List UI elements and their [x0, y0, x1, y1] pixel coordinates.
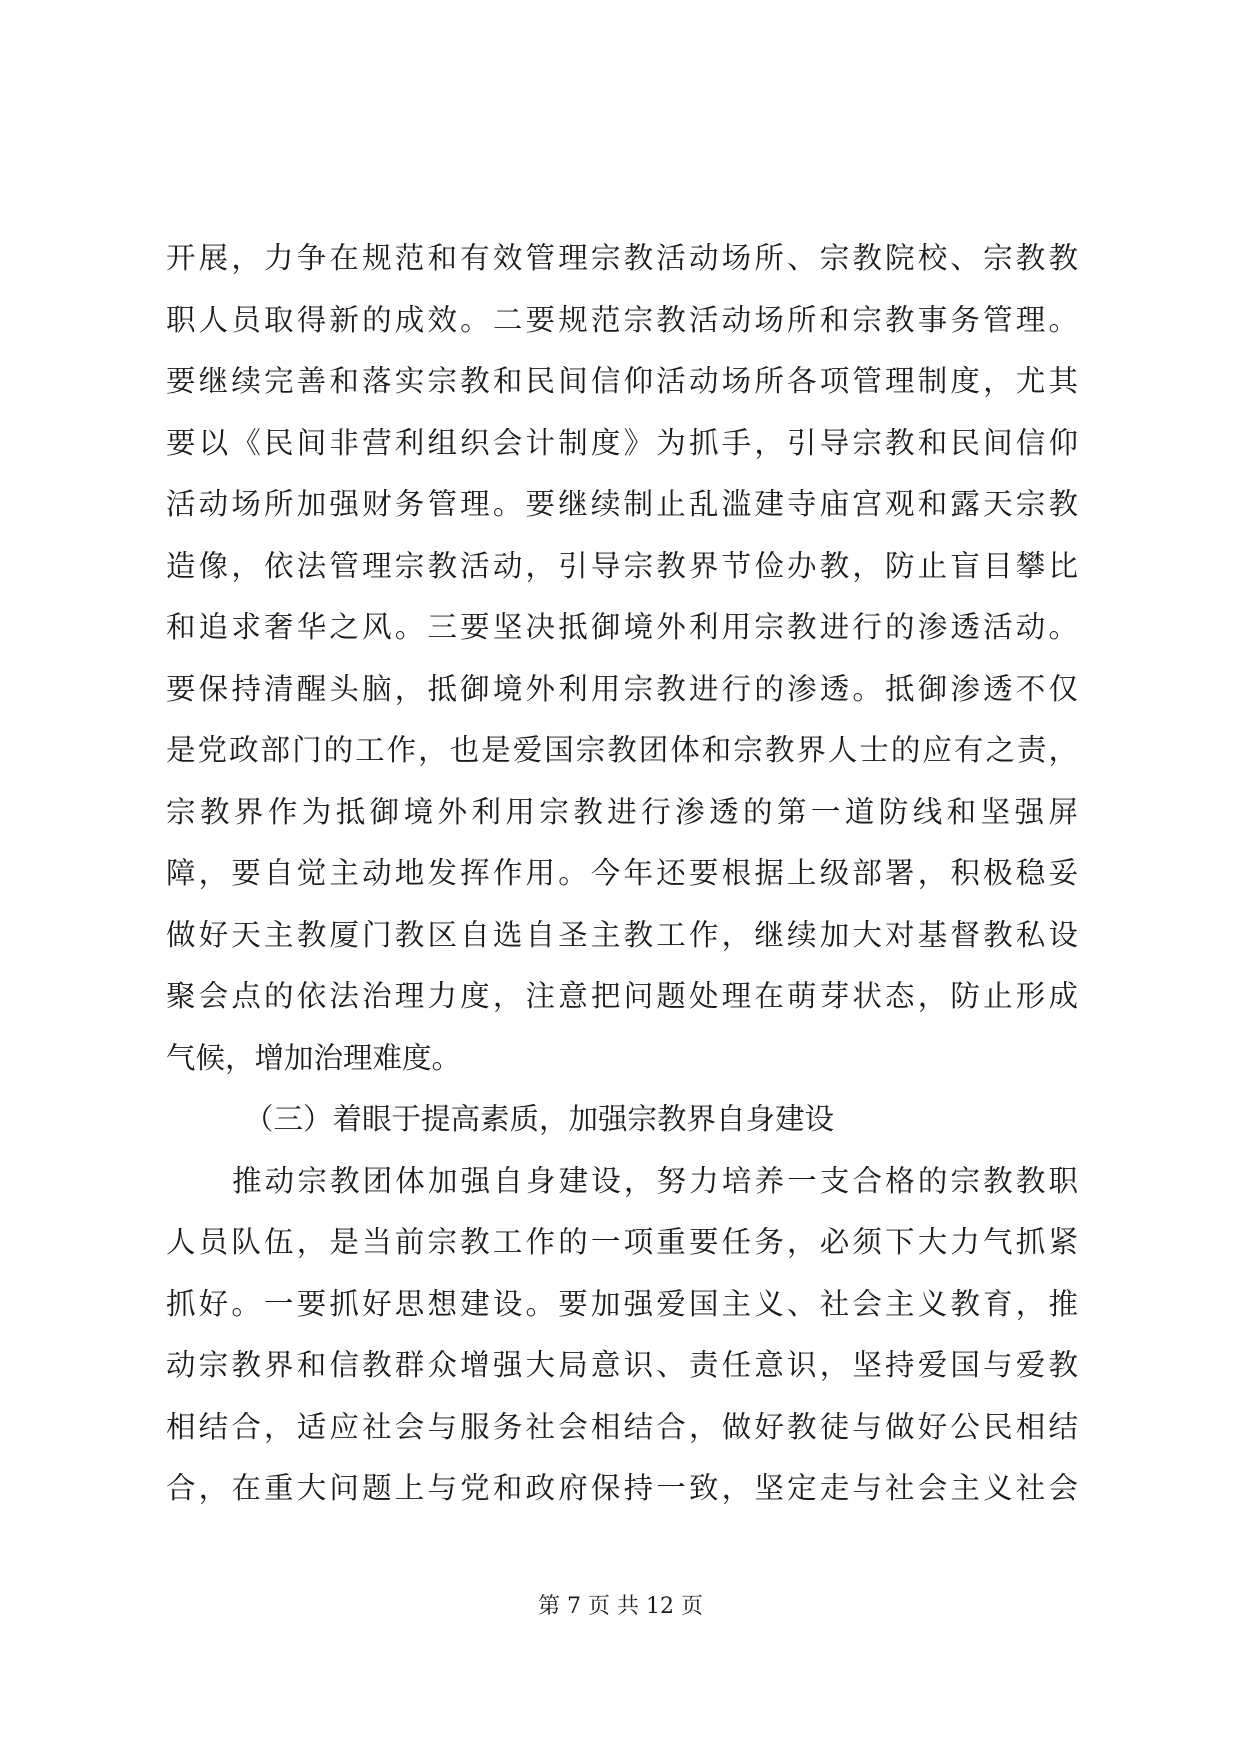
- page-number: 第 7 页 共 12 页: [538, 1594, 703, 1619]
- text-line: 合，在重大问题上与党和政府保持一致，坚定走与社会主义社会: [166, 1471, 1078, 1505]
- text-line: 动宗教界和信教群众增强大局意识、责任意识，坚持爱国与爱教: [166, 1348, 1078, 1382]
- text-line: 是党政部门的工作，也是爱国宗教团体和宗教界人士的应有之责，: [166, 733, 1078, 767]
- text-line: 障，要自觉主动地发挥作用。今年还要根据上级部署，积极稳妥: [166, 856, 1078, 890]
- text-line: 做好天主教厦门教区自选自圣主教工作，继续加大对基督教私设: [166, 917, 1078, 952]
- text-line: 开展，力争在规范和有效管理宗教活动场所、宗教院校、宗教教: [166, 241, 1078, 275]
- body-text: [166, 228, 1078, 1520]
- text-line: 聚会点的依法治理力度，注意把问题处理在萌芽状态，防止形成: [166, 979, 1078, 1013]
- section-heading: （三）着眼于提高素质，加强宗教界自身建设: [244, 1102, 835, 1136]
- text-line: 和追求奢华之风。三要坚决抵御境外利用宗教进行的渗透活动。: [166, 610, 1078, 644]
- text-line: 相结合，适应社会与服务社会相结合，做好教徒与做好公民相结: [166, 1409, 1078, 1444]
- text-line: 抓好。一要抓好思想建设。要加强爱国主义、社会主义教育，推: [166, 1286, 1078, 1321]
- text-line: 推动宗教团体加强自身建设，努力培养一支合格的宗教教职: [232, 1163, 1078, 1198]
- text-line: 人员队伍，是当前宗教工作的一项重要任务，必须下大力气抓紧: [166, 1225, 1078, 1259]
- text-line: 要继续完善和落实宗教和民间信仰活动场所各项管理制度，尤其: [166, 364, 1078, 398]
- text-line: 要保持清醒头脑，抵御境外利用宗教进行的渗透。抵御渗透不仅: [166, 671, 1078, 706]
- text-line: 要以《民间非营利组织会计制度》为抓手，引导宗教和民间信仰: [166, 425, 1078, 460]
- text-line: 造像，依法管理宗教活动，引导宗教界节俭办教，防止盲目攀比: [166, 548, 1078, 583]
- text-line: 宗教界作为抵御境外利用宗教进行渗透的第一道防线和坚强屏: [166, 794, 1078, 829]
- text-line: 活动场所加强财务管理。要继续制止乱滥建寺庙宫观和露天宗教: [166, 487, 1078, 521]
- text-line: 职人员取得新的成效。二要规范宗教活动场所和宗教事务管理。: [166, 302, 1078, 337]
- text-line: 气候，增加治理难度。: [166, 1040, 462, 1075]
